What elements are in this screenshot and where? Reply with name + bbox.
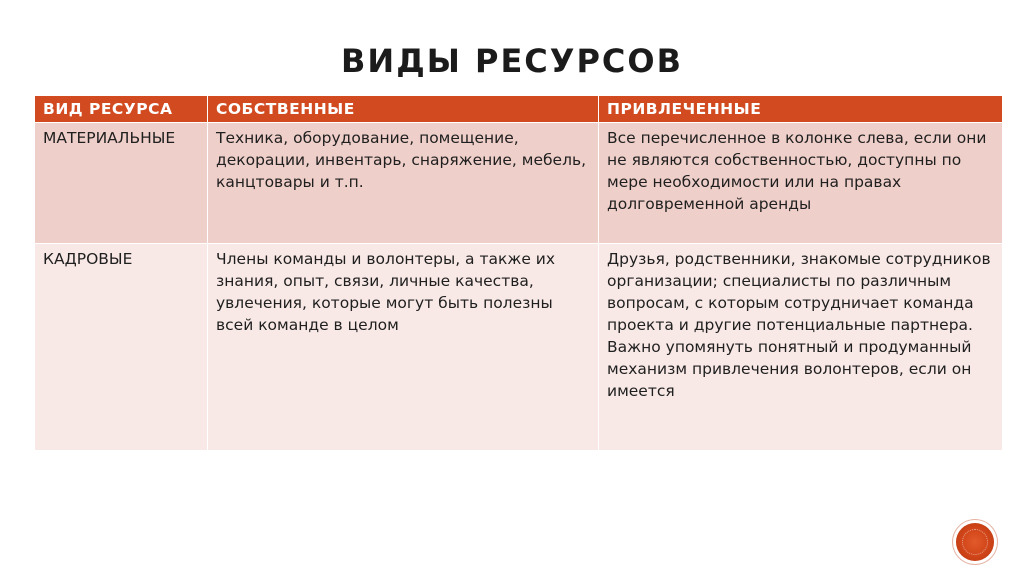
table-row bbox=[35, 244, 1003, 451]
cell-own: Члены команды и волонтеры, а также их знания, опыт, связи, личные качества, увлечения, которые могут быть полезны всей команде в целом bbox=[208, 244, 599, 451]
cell-attracted: Все перечисленное в колонке слева, если они не являются собственностью, доступны по мере необходимости или на правах долговременной аренды bbox=[599, 123, 1003, 244]
table-row bbox=[35, 123, 1003, 244]
cell-own: Техника, оборудование, помещение, декорации, инвентарь, снаряжение, мебель, канцтовары и т.п. bbox=[208, 123, 599, 244]
header-attracted: ПРИВЛЕЧЕННЫЕ bbox=[599, 96, 1003, 123]
orange-circle-badge-icon bbox=[956, 523, 994, 561]
table-header-row bbox=[35, 96, 1003, 123]
header-resource-type: ВИД РЕСУРСА bbox=[35, 96, 208, 123]
slide-title: ВИДЫ РЕСУРСОВ bbox=[341, 42, 683, 80]
cell-attracted: Друзья, родственники, знакомые сотрудников организации; специалисты по различным вопросам, с которым сотрудничает команда проекта и другие потенциальные партнера. Важно упомянуть понятный и продуманный механизм привлечения волонтеров, если он имеется bbox=[599, 244, 1003, 451]
resources-table bbox=[34, 95, 1003, 451]
header-own: СОБСТВЕННЫЕ bbox=[208, 96, 599, 123]
cell-type: КАДРОВЫЕ bbox=[35, 244, 208, 451]
cell-type: МАТЕРИАЛЬНЫЕ bbox=[35, 123, 208, 244]
